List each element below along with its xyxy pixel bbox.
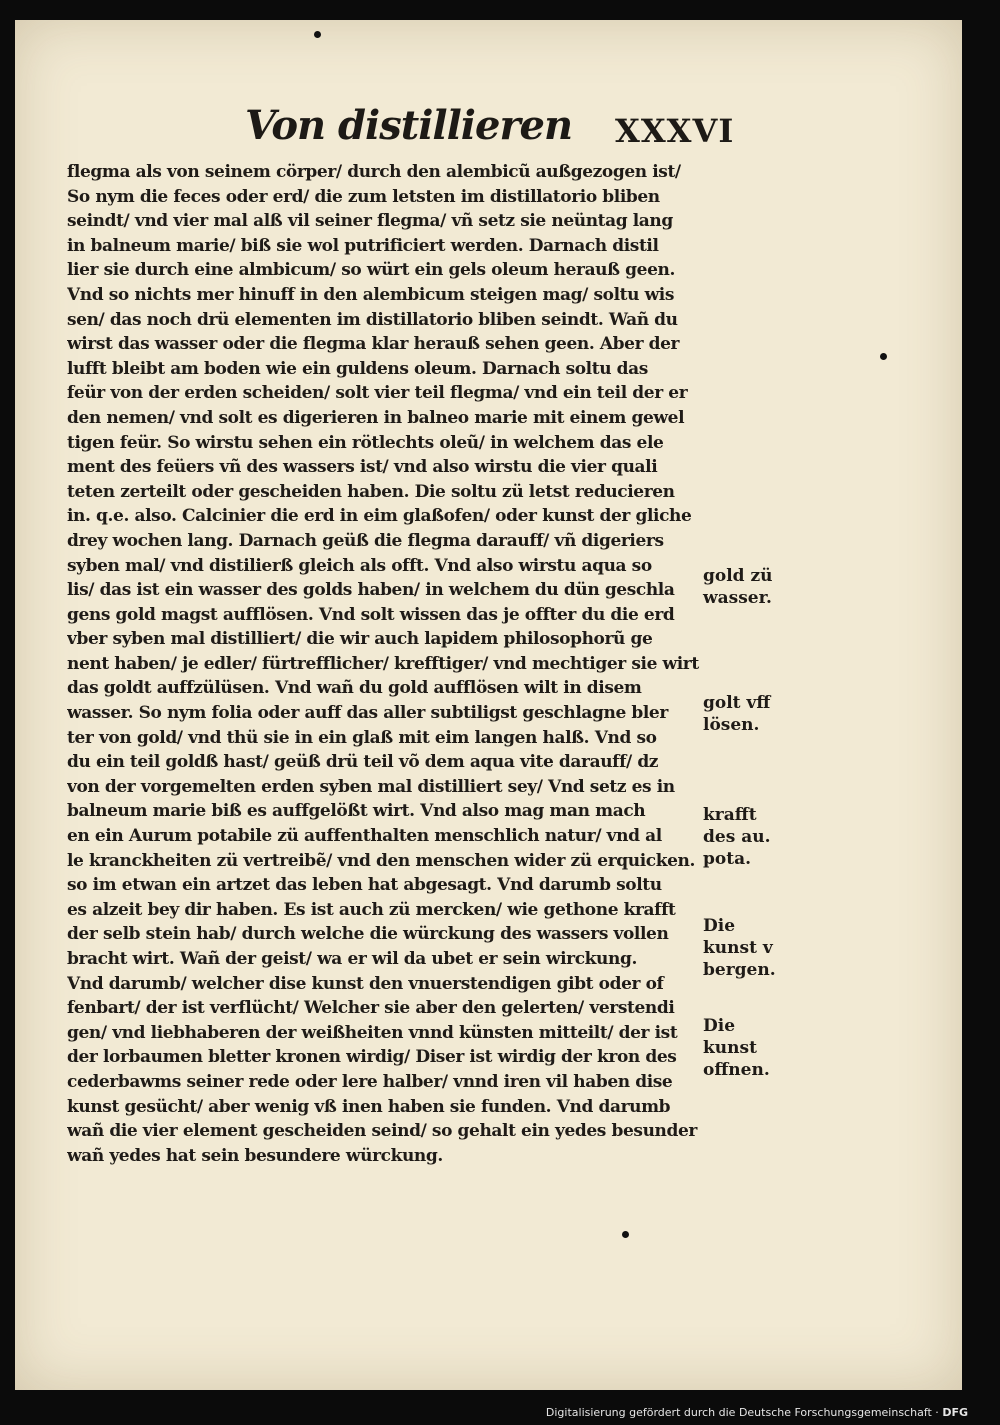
text-line: cederbawms seiner rede oder lere halber/ vnnd iren vil haben dise — [67, 1071, 673, 1092]
text-line: wasser. So nym folia oder auff das aller subtiligst geschlagne bler — [67, 703, 668, 724]
text-line: Vnd darumb/ welcher dise kunst den vnuerstendigen gibt oder of — [67, 973, 664, 994]
text-line: in. q.e. also. Calcinier die erd in eim glaßofen/ oder kunst der gliche — [67, 506, 692, 527]
page-speck — [622, 1231, 629, 1238]
text-line: gen/ vnd liebhaberen der weißheiten vnnd künsten mitteilt/ der ist — [67, 1022, 678, 1043]
folio-number: XXXVI — [615, 112, 735, 150]
text-line: lufft bleibt am boden wie ein guldens oleum. Darnach soltu das — [67, 358, 648, 379]
text-line: ment des feüers vñ des wassers ist/ vnd also wirstu die vier quali — [67, 457, 658, 478]
text-line: den nemen/ vnd solt es digerieren in balneo marie mit einem gewel — [67, 407, 685, 428]
book-page — [15, 20, 962, 1390]
page-speck — [880, 353, 887, 360]
text-line: teten zerteilt oder gescheiden haben. Die soltu zü letst reducieren — [67, 481, 675, 502]
text-line: tigen feür. So wirstu sehen ein rötlechts oleũ/ in welchem das ele — [67, 432, 664, 453]
margin-note: Die kunst v bergen. — [703, 916, 776, 980]
text-line: le kranckheiten zü vertreibẽ/ vnd den menschen wider zü erquicken. — [67, 850, 695, 871]
text-line: der lorbaumen bletter kronen wirdig/ Diser ist wirdig der kron des — [67, 1047, 677, 1068]
text-line: von der vorgemelten erden syben mal distilliert sey/ Vnd setz es in — [67, 776, 675, 797]
text-line: syben mal/ vnd distilierß gleich als offt. Vnd also wirstu aqua so — [67, 555, 652, 576]
text-line: sen/ das noch drü elementen im distillatorio bliben seindt. Wañ du — [67, 309, 678, 330]
text-line: fenbart/ der ist verflücht/ Welcher sie aber den gelerten/ verstendi — [67, 998, 675, 1019]
margin-note: Die kunst offnen. — [703, 1016, 770, 1080]
text-line: So nym die feces oder erd/ die zum letsten im distillatorio bliben — [67, 186, 660, 207]
text-line: balneum marie biß es auffgelößt wirt. Vnd also mag man mach — [67, 801, 646, 822]
running-head-title: Von distillieren — [245, 102, 573, 149]
text-line: gens gold magst aufflösen. Vnd solt wissen das je offter du die erd — [67, 604, 675, 625]
text-line: flegma als von seinem cörper/ durch den alembicũ außgezogen ist/ — [67, 162, 681, 182]
text-line: seindt/ vnd vier mal alß vil seiner flegma/ vñ setz sie neüntag lang — [67, 211, 673, 232]
text-line: es alzeit bey dir haben. Es ist auch zü mercken/ wie gethone krafft — [67, 899, 676, 920]
text-line: feür von der erden scheiden/ solt vier teil flegma/ vnd ein teil der er — [67, 383, 688, 404]
text-line: das goldt auffzülüsen. Vnd wañ du gold aufflösen wilt in disem — [67, 678, 642, 699]
text-line: en ein Aurum potabile zü auffenthalten menschlich natur/ vnd al — [67, 826, 662, 847]
digitization-credit — [546, 1406, 968, 1419]
text-line: Vnd so nichts mer hinuff in den alembicum steigen mag/ soltu wis — [67, 284, 675, 305]
text-line: in balneum marie/ biß sie wol putrificiert werden. Darnach distil — [67, 235, 659, 256]
text-line: wirst das wasser oder die flegma klar herauß sehen geen. Aber der — [67, 334, 680, 355]
text-line: wañ die vier element gescheiden seind/ so gehalt ein yedes besunder — [67, 1121, 697, 1142]
text-line: lis/ das ist ein wasser des golds haben/ in welchem du dün geschla — [67, 580, 675, 601]
credit-text: Digitalisierung gefördert durch die Deutsche Forschungsgemeinschaft · — [545, 1406, 939, 1419]
text-line: ter von gold/ vnd thü sie in ein glaß mit eim langen halß. Vnd so — [67, 727, 657, 748]
page-speck — [314, 31, 321, 38]
text-line: vber syben mal distilliert/ die wir auch lapidem philosophorũ ge — [67, 629, 653, 650]
text-line: wañ yedes hat sein besundere würckung. — [67, 1145, 443, 1166]
text-line: lier sie durch eine almbicum/ so würt ein gels oleum herauß geen. — [67, 260, 675, 281]
text-line: kunst gesücht/ aber wenig vß inen haben sie funden. Vnd darumb — [67, 1096, 671, 1117]
text-line: der selb stein hab/ durch welche die würckung des wassers vollen — [67, 924, 669, 945]
dfg-logo: DFG — [942, 1406, 968, 1419]
text-line: so im etwan ein artzet das leben hat abgesagt. Vnd darumb soltu — [67, 875, 662, 896]
margin-note: golt vff lösen. — [703, 693, 771, 735]
body-text — [67, 160, 707, 1168]
text-line: nent haben/ je edler/ fürtrefflicher/ krefftiger/ vnd mechtiger sie wirt — [67, 653, 699, 674]
margin-note: gold zü wasser. — [703, 566, 773, 608]
text-line: du ein teil goldß hast/ geüß drü teil võ dem aqua vite darauff/ dz — [67, 752, 659, 773]
margin-note: krafft des au. pota. — [703, 805, 771, 869]
text-line: bracht wirt. Wañ der geist/ wa er wil da ubet er sein wirckung. — [67, 949, 637, 969]
text-line: drey wochen lang. Darnach geüß die flegma darauff/ vñ digeriers — [67, 530, 664, 551]
